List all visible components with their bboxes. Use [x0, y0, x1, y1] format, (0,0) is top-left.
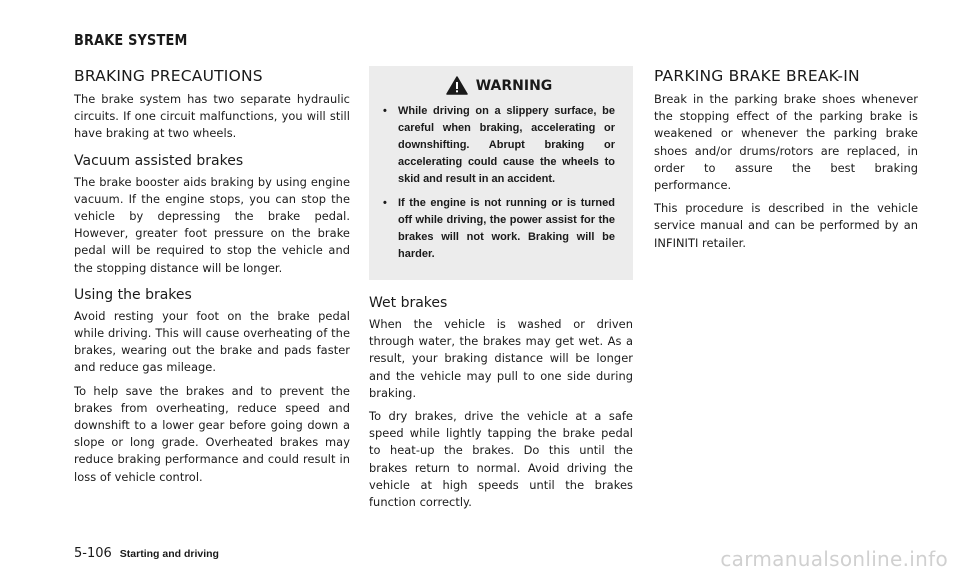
warning-list: [383, 103, 615, 263]
parking-brake-paragraph: This procedure is described in the vehicle service manual and can be performed by an INFINITI retailer.: [654, 201, 918, 250]
using-brakes-paragraph: To help save the brakes and to prevent the brakes from overheating, reduce speed and downshift to a lower gear before going down a slope or long grade. Overheated brakes may reduce braking performance and could result in loss of vehicle control.: [74, 383, 350, 484]
warning-item: [383, 195, 615, 263]
wet-brakes-paragraph: To dry brakes, drive the vehicle at a safe speed while lightly tapping the brake pedal to heat-up the brakes. Do this until the brakes return to normal. Avoid driving the vehicle at high speeds until the brakes function correctly.: [369, 409, 633, 510]
warning-title: WARNING: [475, 77, 553, 94]
warning-box: [369, 66, 633, 280]
bullet: •: [383, 105, 387, 117]
page-header: BRAKE SYSTEM: [74, 31, 188, 49]
vacuum-assisted-title: Vacuum assisted brakes: [74, 152, 244, 169]
wet-brakes-paragraph: When the vehicle is washed or driven through water, the brakes may get wet. As a result, your braking distance will be longer and the vehicle may pull to one side during braking.: [369, 317, 633, 400]
using-brakes-paragraph: Avoid resting your foot on the brake pedal while driving. This will cause overheating of the brakes, wearing out the brake and pads faster and reduce gas mileage.: [74, 308, 350, 375]
footer-section-label: Starting and driving: [119, 548, 219, 560]
warning-header: [383, 76, 615, 95]
column-left: [74, 66, 350, 492]
watermark: carmanualsonline.info: [720, 547, 948, 571]
braking-precautions-title: BRAKING PRECAUTIONS: [74, 67, 263, 85]
warning-triangle-icon: [446, 76, 468, 95]
page-number: 5-106: [74, 546, 112, 561]
warning-item: [383, 103, 615, 188]
bullet: •: [383, 197, 387, 209]
vacuum-assisted-text: The brake booster aids braking by using engine vacuum. If the engine stops, you can stop the vehicle by depressing the brake pedal. However, greater foot pressure on the brake pedal will be required to stop the vehicle and the stopping distance will be longer.: [74, 174, 350, 275]
wet-brakes-title: Wet brakes: [369, 295, 448, 311]
column-middle: [369, 66, 633, 517]
parking-brake-break-in-title: PARKING BRAKE BREAK-IN: [654, 67, 860, 85]
using-brakes-title: Using the brakes: [74, 286, 192, 303]
column-right: [654, 66, 918, 258]
warning-item-text: While driving on a slippery surface, be careful when braking, accelerating or downshifting. Abrupt braking or accelerating could cause the wheels to skid and result in an accident.: [398, 105, 615, 185]
warning-item-text: If the engine is not running or is turned off while driving, the power assist for the brakes will not work. Braking will be harder.: [398, 197, 615, 260]
braking-precautions-text: The brake system has two separate hydraulic circuits. If one circuit malfunctions, you will still have braking at two wheels.: [74, 92, 350, 141]
page-footer: [74, 546, 219, 561]
parking-brake-paragraph: Break in the parking brake shoes whenever the stopping effect of the parking brake is weakened or whenever the parking brake shoes and/or drums/rotors are replaced, in order to assure the best braking performance.: [654, 92, 918, 193]
